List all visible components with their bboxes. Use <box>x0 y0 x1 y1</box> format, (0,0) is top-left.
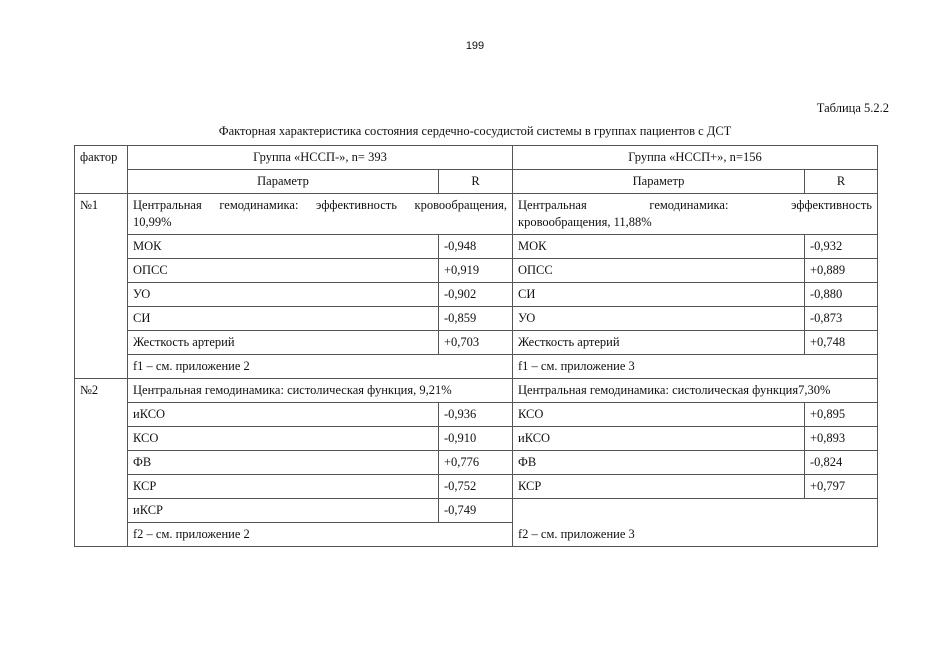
r-cell: -0,910 <box>439 427 513 451</box>
r-cell: +0,889 <box>805 259 878 283</box>
param-cell: СИ <box>128 307 439 331</box>
param-cell: иКСО <box>513 427 805 451</box>
group1-header: Группа «НССП-», n= 393 <box>128 146 513 170</box>
table-row <box>75 427 878 451</box>
r-cell: -0,859 <box>439 307 513 331</box>
r-cell: +0,919 <box>439 259 513 283</box>
group2-header: Группа «НССП+», n=156 <box>513 146 878 170</box>
r-cell: -0,880 <box>805 283 878 307</box>
table-label: Таблица 5.2.2 <box>816 101 889 115</box>
r-cell: -0,932 <box>805 235 878 259</box>
param-cell: иКСО <box>128 403 439 427</box>
factor-table <box>74 145 878 547</box>
param-cell: КСО <box>513 403 805 427</box>
param-cell: МОК <box>128 235 439 259</box>
r-cell: +0,776 <box>439 451 513 475</box>
reference-cell: f2 – см. приложение 2 <box>128 523 513 547</box>
r-cell: -0,749 <box>439 499 513 523</box>
factor-title-row <box>75 379 878 403</box>
table-row <box>75 283 878 307</box>
param-cell: КСО <box>128 427 439 451</box>
header-row <box>75 146 878 170</box>
param-cell: ФВ <box>128 451 439 475</box>
r-cell: -0,902 <box>439 283 513 307</box>
param-cell: УО <box>128 283 439 307</box>
factor-title-line: 10,99% <box>133 215 172 229</box>
r-header: R <box>439 170 513 194</box>
r-cell: +0,893 <box>805 427 878 451</box>
param-cell: Жесткость артерий <box>513 331 805 355</box>
reference-row <box>75 355 878 379</box>
param-cell: МОК <box>513 235 805 259</box>
page-number: 199 <box>465 40 485 52</box>
factor-title-group1 <box>128 194 513 235</box>
param-cell: КСР <box>513 475 805 499</box>
r-cell: -0,752 <box>439 475 513 499</box>
param-cell: УО <box>513 307 805 331</box>
param-header: Параметр <box>513 170 805 194</box>
r-cell: +0,703 <box>439 331 513 355</box>
param-cell: Жесткость артерий <box>128 331 439 355</box>
r-cell: -0,873 <box>805 307 878 331</box>
param-cell: иКСР <box>128 499 439 523</box>
factor-title-line: Центральная гемодинамика: эффективность <box>518 198 872 212</box>
reference-cell: f1 – см. приложение 3 <box>513 355 878 379</box>
factor-header: фактор <box>75 146 128 194</box>
table-row <box>75 331 878 355</box>
reference-cell: f2 – см. приложение 3 <box>513 499 878 547</box>
table-row <box>75 403 878 427</box>
r-cell: -0,936 <box>439 403 513 427</box>
param-cell: ОПСС <box>513 259 805 283</box>
factor-title-line: кровообращения, 11,88% <box>518 215 652 229</box>
param-cell: ОПСС <box>128 259 439 283</box>
r-cell: +0,895 <box>805 403 878 427</box>
table-row <box>75 235 878 259</box>
table-row <box>75 451 878 475</box>
reference-cell: f1 – см. приложение 2 <box>128 355 513 379</box>
table-row <box>75 475 878 499</box>
param-header: Параметр <box>128 170 439 194</box>
factor-title-line: Центральная гемодинамика: эффективность кровообращения, <box>133 198 507 212</box>
r-header: R <box>805 170 878 194</box>
r-cell: +0,797 <box>805 475 878 499</box>
param-cell: ФВ <box>513 451 805 475</box>
subheader-row <box>75 170 878 194</box>
r-cell: -0,948 <box>439 235 513 259</box>
table-row <box>75 307 878 331</box>
r-cell: -0,824 <box>805 451 878 475</box>
r-cell: +0,748 <box>805 331 878 355</box>
param-cell: КСР <box>128 475 439 499</box>
factor-id: №2 <box>75 379 128 547</box>
table-row <box>75 499 878 523</box>
table-caption: Факторная характеристика состояния сердечно-сосудистой системы в группах пациентов с ДСТ <box>218 124 732 138</box>
factor-id: №1 <box>75 194 128 379</box>
factor-title-group2 <box>513 194 878 235</box>
factor-title-group1: Центральная гемодинамика: систолическая функция, 9,21% <box>128 379 513 403</box>
factor-title-group2: Центральная гемодинамика: систолическая функция7,30% <box>513 379 878 403</box>
factor-title-row <box>75 194 878 235</box>
param-cell: СИ <box>513 283 805 307</box>
table-row <box>75 259 878 283</box>
